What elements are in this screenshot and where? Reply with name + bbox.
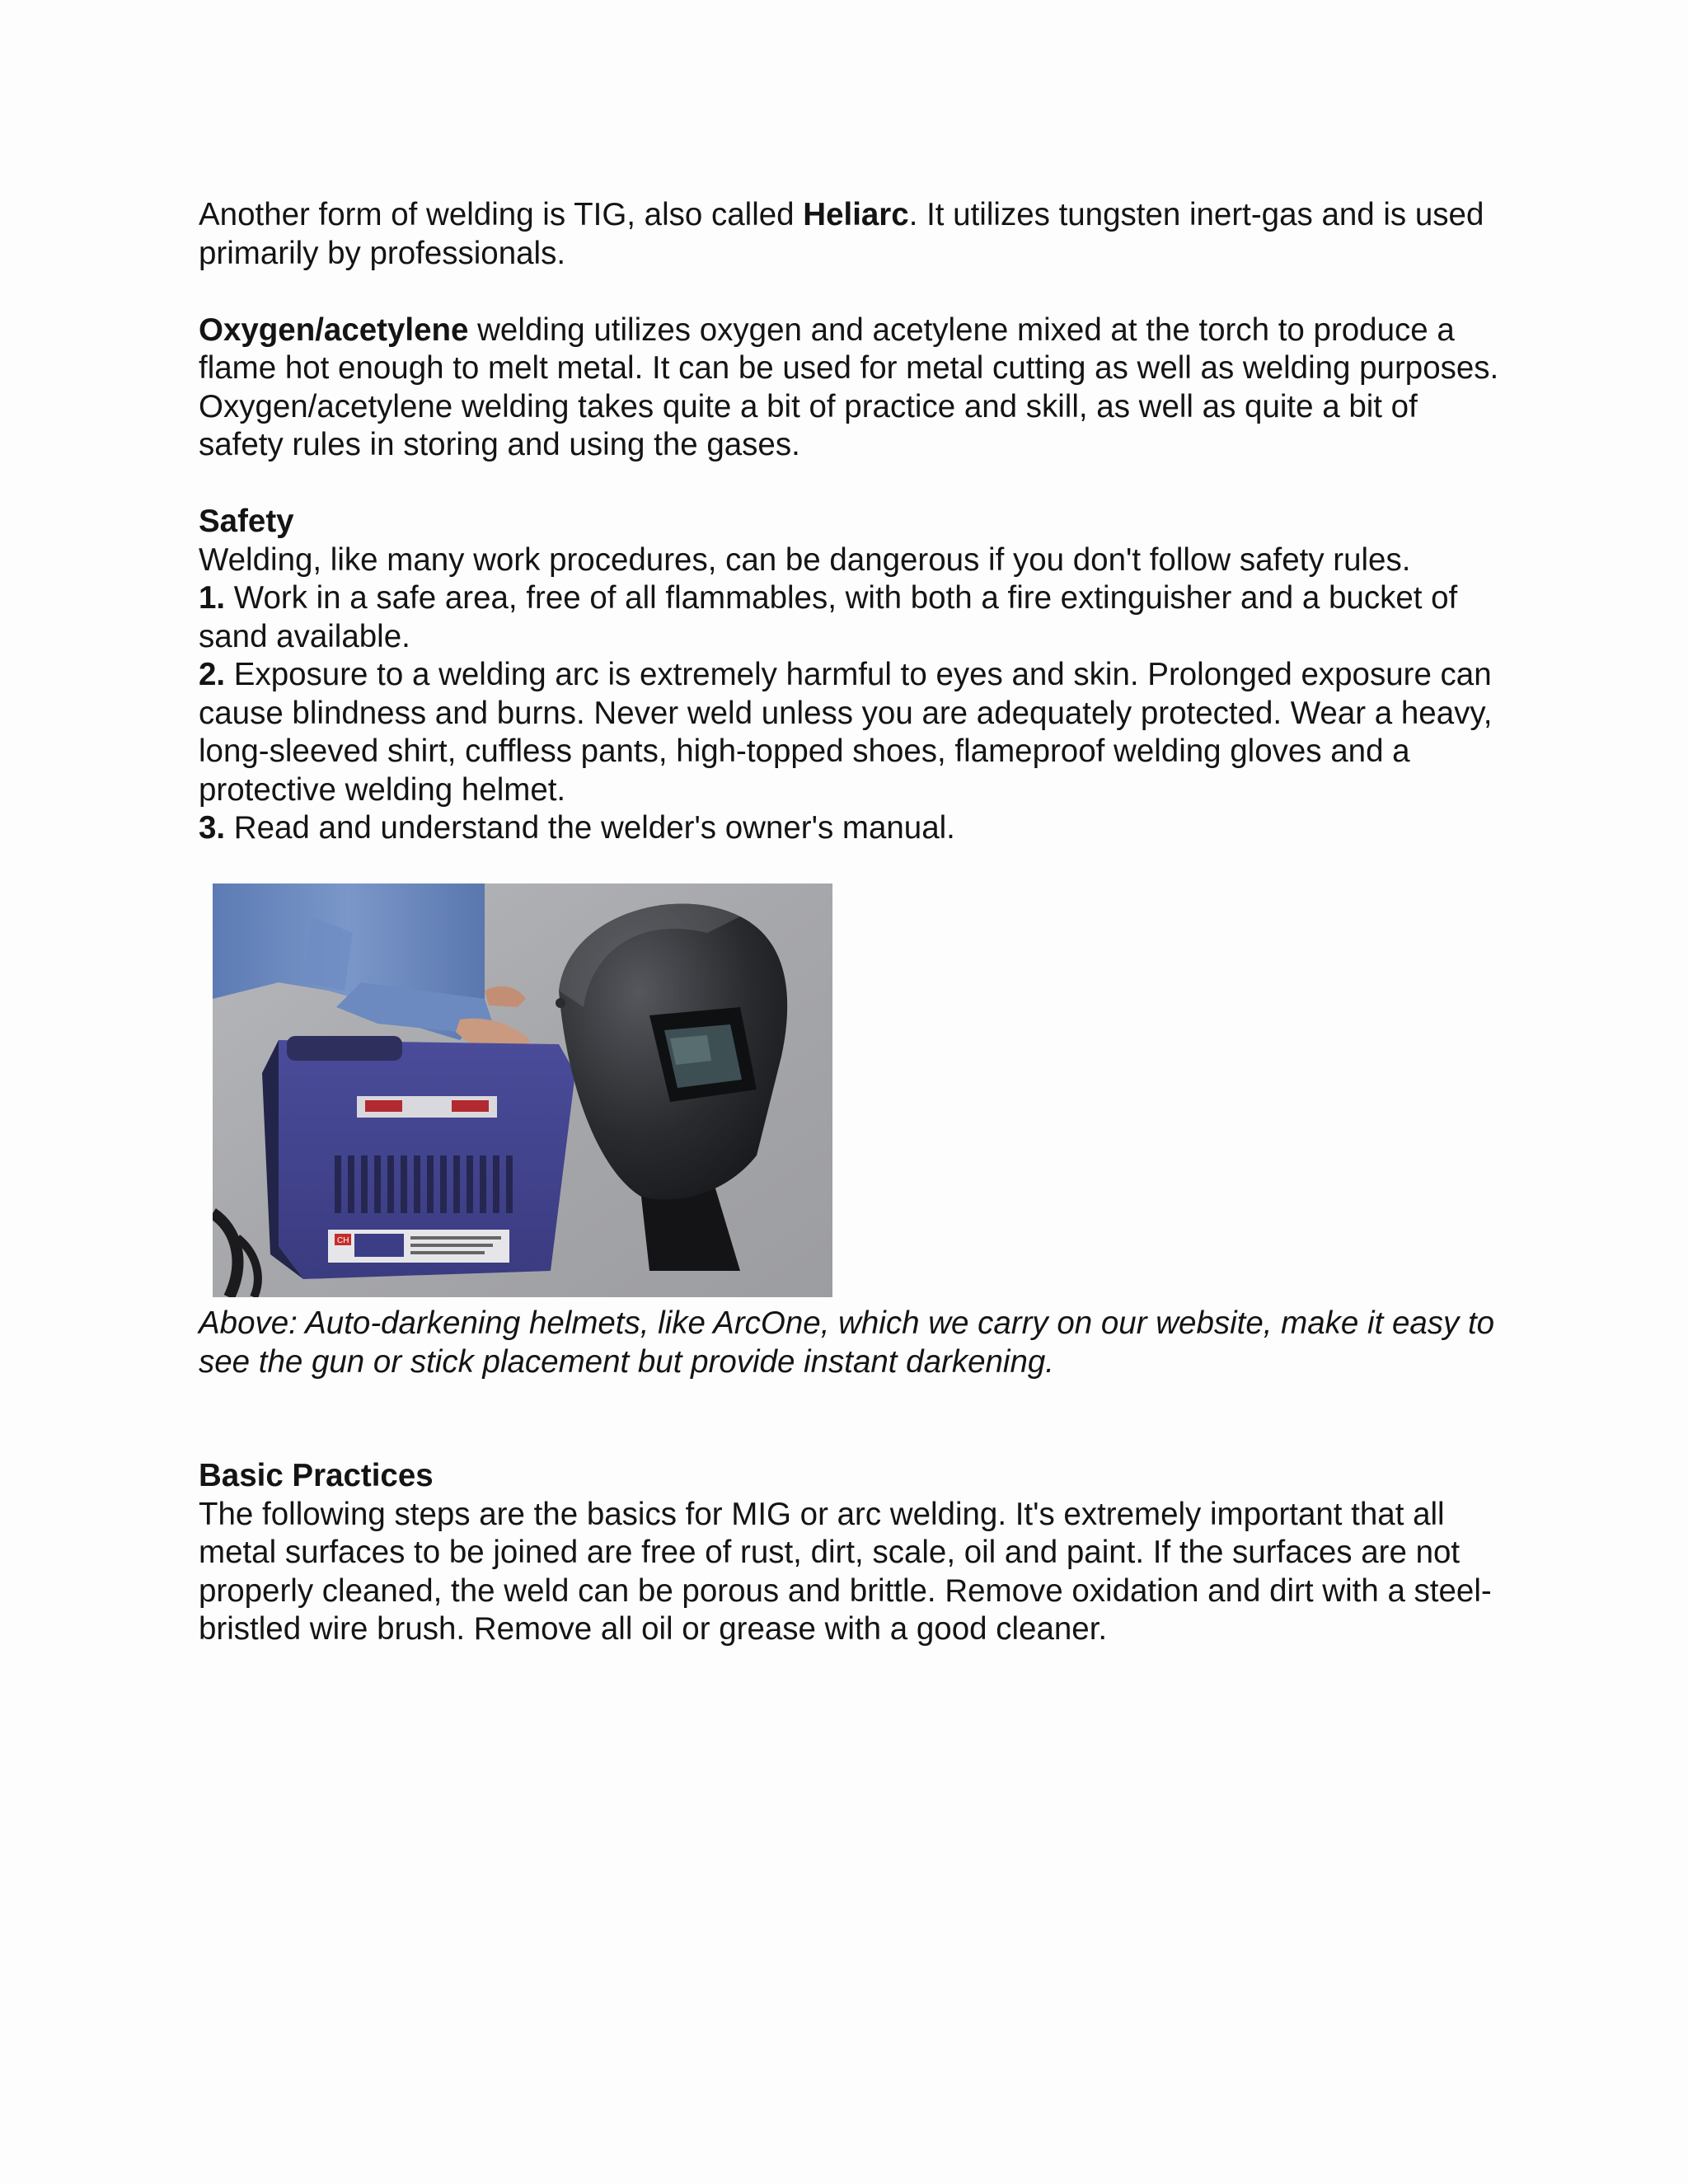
photo-label-text: CH bbox=[337, 1236, 349, 1245]
tig-paragraph bbox=[199, 196, 1501, 273]
photo-caption: Above: Auto-darkening helmets, like ArcOne, which we carry on our website, make it easy to see the gun or stick placement but provide instant darkening. bbox=[199, 1305, 1495, 1380]
oxy-term: Oxygen/acetylene bbox=[199, 312, 469, 348]
safety-item-1 bbox=[199, 579, 1501, 656]
document-body bbox=[199, 196, 1501, 848]
safety-item-text: Read and understand the welder's owner's manual. bbox=[225, 810, 955, 846]
safety-item-number: 1. bbox=[199, 580, 226, 616]
safety-item-text: Exposure to a welding arc is extremely harmful to eyes and skin. Prolonged exposure can cause blindness and burns. Never weld unless you are adequately protected. Wear a heavy, long-sleeved shirt, cuffless pants, high-topped shoes, flameproof welding gloves and a protective welding helmet. bbox=[199, 657, 1493, 808]
tig-text: Another form of welding is TIG, also called bbox=[199, 197, 804, 232]
safety-item-number: 3. bbox=[199, 810, 226, 846]
basic-practices-section bbox=[199, 1457, 1501, 1649]
oxy-paragraph bbox=[199, 312, 1501, 465]
oxy-text: welding utilizes oxygen and acetylene mixed at the torch to produce a flame hot enough to melt metal. It can be used for metal cutting as well as welding purposes. Oxygen/acetylene welding takes quite a bit of practice and skill, as well as quite a bit of safety rules in storing and using the gases. bbox=[199, 312, 1499, 462]
basic-practices-heading: Basic Practices bbox=[199, 1458, 434, 1493]
safety-item-number: 2. bbox=[199, 657, 226, 692]
heliarc-term: Heliarc bbox=[803, 197, 909, 232]
welding-helmet-photo bbox=[213, 883, 832, 1297]
safety-item-3 bbox=[199, 809, 1501, 848]
basic-practices-text: The following steps are the basics for MIG or arc welding. It's extremely important that all metal surfaces to be joined are free of rust, dirt, scale, oil and paint. If the surfaces are not properly cleaned, the weld can be porous and brittle. Remove oxidation and dirt with a steel-bristled wire brush. Remove all oil or grease with a good cleaner. bbox=[199, 1496, 1492, 1647]
safety-item-2 bbox=[199, 656, 1501, 809]
safety-intro: Welding, like many work procedures, can be dangerous if you don't follow safety rules. bbox=[199, 541, 1411, 578]
safety-item-text: Work in a safe area, free of all flammables, with both a fire extinguisher and a bucket of sand available. bbox=[199, 580, 1458, 654]
tig-text-rest: . It utilizes tungsten inert-gas and is used primarily by professionals. bbox=[199, 197, 1484, 271]
safety-heading: Safety bbox=[199, 504, 294, 539]
